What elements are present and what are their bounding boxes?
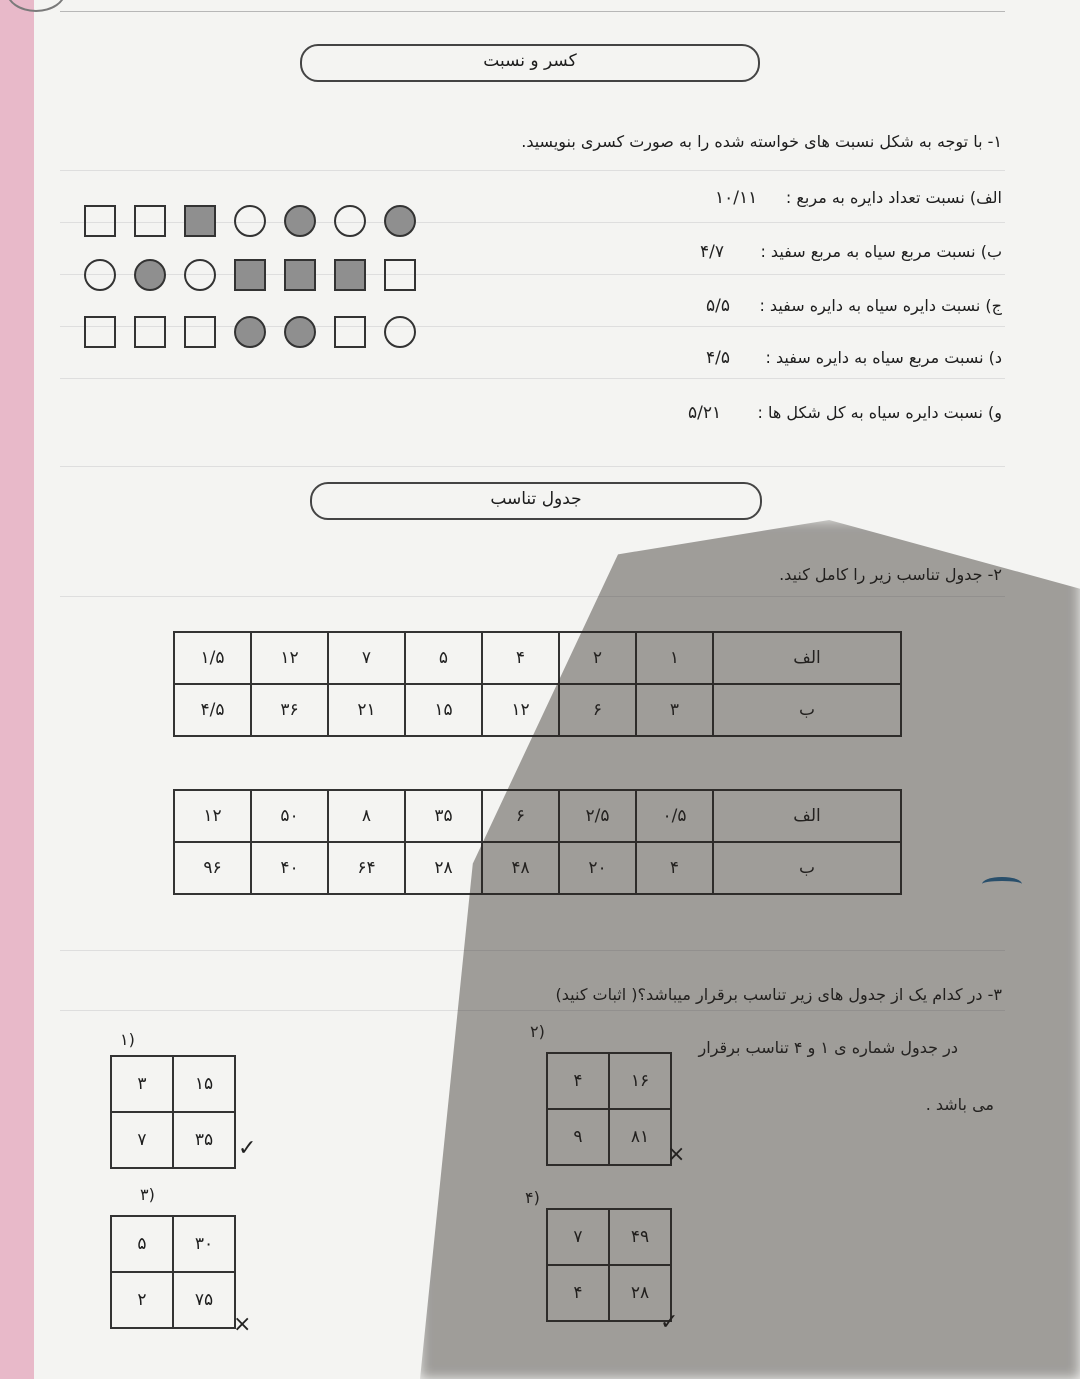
table-cell: ۲۸ [405, 842, 482, 894]
empty-circle-icon [334, 205, 366, 237]
question-3: ۳- در کدام یک از جدول های زیر تناسب برقرار میباشد؟( اثبات کنید) [555, 985, 1002, 1004]
table-cell: ۱۲ [482, 684, 559, 736]
table-cell: ۴ [482, 632, 559, 684]
filled-circle-icon [234, 316, 266, 348]
table-cell: ۱۶ [609, 1053, 671, 1109]
table-row [547, 1053, 671, 1109]
table-cell: ۴۸ [482, 842, 559, 894]
check-mark: ✓ [238, 1136, 257, 1161]
cross-mark: × [233, 1312, 252, 1337]
empty-circle-icon [384, 316, 416, 348]
ruling-line [60, 466, 1005, 467]
table-row-b [174, 684, 901, 736]
table-cell: ۳۶ [251, 684, 328, 736]
table-cell: ۴ [547, 1053, 609, 1109]
empty-circle-icon [84, 259, 116, 291]
ratio-text: الف) نسبت تعداد دایره به مربع : [785, 188, 1002, 207]
empty-square-icon [384, 259, 416, 291]
empty-square-icon [84, 316, 116, 348]
table-cell: ۴/۵ [174, 684, 251, 736]
table-cell: ۱۵ [173, 1056, 235, 1112]
ratio-answer: ۴/۷ [700, 242, 724, 262]
table-cell: ۵۰ [251, 790, 328, 842]
row-header-cell: ب [713, 842, 901, 894]
table-row-a [174, 632, 901, 684]
table-label-2: ۲) [530, 1022, 545, 1041]
proportion-table-1 [173, 631, 902, 737]
ruling-line [60, 950, 1005, 951]
row-header-cell: الف [713, 632, 901, 684]
ratio-answer: ۵/۵ [706, 296, 730, 316]
filled-circle-icon [134, 259, 166, 291]
table-cell: ۶ [482, 790, 559, 842]
empty-square-icon [134, 316, 166, 348]
section-title-fractions: کسر و نسبت [300, 44, 760, 82]
table-cell: ۷ [111, 1112, 173, 1168]
proportion-table-2 [173, 789, 902, 895]
pink-background-strip [0, 0, 34, 1379]
table-label-1: ۱) [120, 1030, 135, 1049]
filled-square-icon [234, 259, 266, 291]
filled-circle-icon [284, 205, 316, 237]
check-table-3 [110, 1215, 236, 1329]
table-cell: ۱ [636, 632, 713, 684]
answer-note-line2: می باشد . [925, 1095, 994, 1114]
table-cell: ۴ [547, 1265, 609, 1321]
table-cell: ۵ [111, 1216, 173, 1272]
check-table-1 [110, 1055, 236, 1169]
table-cell: ۲۰ [559, 842, 636, 894]
table-row-b [174, 842, 901, 894]
ruling-line [60, 596, 1005, 597]
empty-circle-icon [184, 259, 216, 291]
table-cell: ۰/۵ [636, 790, 713, 842]
table-cell: ۸ [328, 790, 405, 842]
table-cell: ۳ [111, 1056, 173, 1112]
ratio-answer: ۵/۲۱ [688, 403, 722, 423]
table-cell: ۷۵ [173, 1272, 235, 1328]
empty-square-icon [84, 205, 116, 237]
table-label-3: ۳) [140, 1185, 155, 1204]
section-title-proportion-table: جدول تناسب [310, 482, 762, 520]
question-2: ۲- جدول تناسب زیر را کامل کنید. [779, 565, 1002, 584]
check-table-2 [546, 1052, 672, 1166]
table-cell: ۹ [547, 1109, 609, 1165]
filled-square-icon [284, 259, 316, 291]
table-cell: ۱۲ [251, 632, 328, 684]
table-cell: ۶۴ [328, 842, 405, 894]
ratio-text: ج) نسبت دایره سیاه به دایره سفید : [759, 296, 1002, 315]
table-row [111, 1112, 235, 1168]
table-row [111, 1216, 235, 1272]
table-cell: ۱۵ [405, 684, 482, 736]
filled-square-icon [184, 205, 216, 237]
table-cell: ۳۵ [405, 790, 482, 842]
table-cell: ۹۶ [174, 842, 251, 894]
table-cell: ۳۰ [173, 1216, 235, 1272]
row-header-cell: الف [713, 790, 901, 842]
table-cell: ۶ [559, 684, 636, 736]
table-cell: ۲ [111, 1272, 173, 1328]
table-cell: ۷ [328, 632, 405, 684]
table-row [547, 1109, 671, 1165]
table-cell: ۵ [405, 632, 482, 684]
table-cell: ۱۲ [174, 790, 251, 842]
table-row [547, 1209, 671, 1265]
empty-square-icon [334, 316, 366, 348]
cross-mark: × [667, 1142, 686, 1167]
table-cell: ۲۸ [609, 1265, 671, 1321]
table-cell: ۲ [559, 632, 636, 684]
ruling-line [60, 1010, 1005, 1011]
empty-square-icon [134, 205, 166, 237]
table-cell: ۷ [547, 1209, 609, 1265]
table-row-a [174, 790, 901, 842]
row-header-cell: ب [713, 684, 901, 736]
top-rule [60, 11, 1005, 12]
table-cell: ۴۰ [251, 842, 328, 894]
ratio-text: ب) نسبت مربع سیاه به مربع سفید : [760, 242, 1002, 261]
ratio-answer: ۴/۵ [706, 348, 730, 368]
table-row [547, 1265, 671, 1321]
question-1: ۱- با توجه به شکل نسبت های خواسته شده را به صورت کسری بنویسید. [521, 132, 1002, 151]
check-table-4 [546, 1208, 672, 1322]
table-cell: ۱/۵ [174, 632, 251, 684]
table-cell: ۲۱ [328, 684, 405, 736]
table-cell: ۳۵ [173, 1112, 235, 1168]
table-cell: ۳ [636, 684, 713, 736]
filled-square-icon [334, 259, 366, 291]
table-cell: ۲/۵ [559, 790, 636, 842]
table-row [111, 1056, 235, 1112]
ruling-line [60, 378, 1005, 379]
table-label-4: ۴) [525, 1188, 540, 1207]
table-row [111, 1272, 235, 1328]
filled-circle-icon [284, 316, 316, 348]
table-cell: ۴۹ [609, 1209, 671, 1265]
filled-circle-icon [384, 205, 416, 237]
ratio-text: د) نسبت مربع سیاه به دایره سفید : [765, 348, 1002, 367]
answer-note-line1: در جدول شماره ی ۱ و ۴ تناسب برقرار [698, 1038, 958, 1057]
empty-square-icon [184, 316, 216, 348]
table-cell: ۸۱ [609, 1109, 671, 1165]
ratio-answer: ۱۰/۱۱ [715, 188, 758, 208]
ruling-line [60, 170, 1005, 171]
blue-pen-mark [982, 877, 1022, 891]
empty-circle-icon [234, 205, 266, 237]
table-cell: ۴ [636, 842, 713, 894]
check-mark: ✓ [660, 1310, 679, 1335]
ratio-text: و) نسبت دایره سیاه به کل شکل ها : [757, 403, 1002, 422]
